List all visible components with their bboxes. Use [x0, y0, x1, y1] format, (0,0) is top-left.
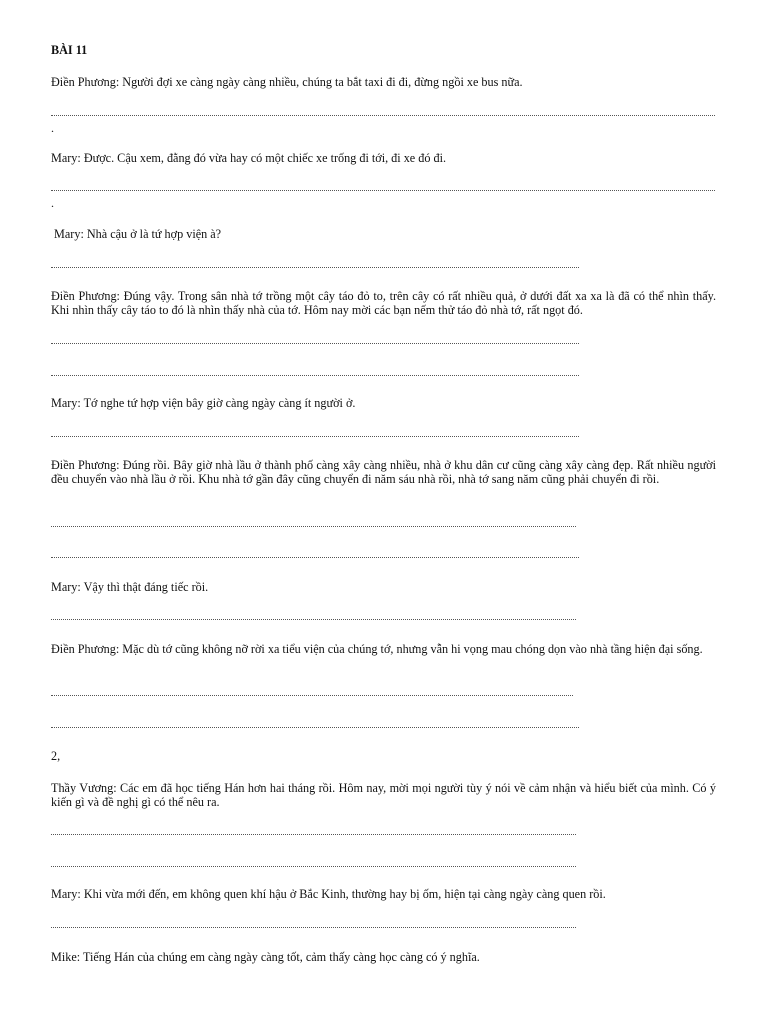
- answer-line-end: .: [51, 196, 54, 210]
- answer-line[interactable]: [51, 436, 579, 438]
- dialogue-line: Điền Phương: Mặc dù tớ cũng không nỡ rời xa tiểu viện của chúng tớ, nhưng vẫn hi vọng mau chóng dọn vào nhà tầng hiện đại sống.: [51, 642, 703, 656]
- answer-line[interactable]: [51, 557, 579, 559]
- dialogue-line: Mike: Tiếng Hán của chúng em càng ngày càng tốt, cảm thấy càng học càng có ý nghĩa.: [51, 950, 480, 964]
- dialogue-line: Mary: Nhà cậu ở là tứ hợp viện à?: [51, 227, 222, 241]
- dialogue-line: Điền Phương: Người đợi xe càng ngày càng nhiều, chúng ta bắt taxi đi đi, đừng ngồi xe bus nữa.: [51, 75, 523, 89]
- answer-line-end: .: [51, 121, 54, 135]
- dialogue-line: Điền Phương: Đúng rồi. Bây giờ nhà lầu ở thành phố càng xây càng nhiều, nhà ở khu dân cư cũng càng xây càng đẹp. Rất nhiều người đều chuyển vào nhà lầu ở rồi. Khu nhà tớ gần đây cũng chuyển đi năm sáu nhà rồi, nhà tớ sang năm cũng phải chuyển đi rồi.: [51, 458, 716, 486]
- answer-line[interactable]: [51, 267, 579, 269]
- dialogue-line: Mary: Được. Cậu xem, đằng đó vừa hay có một chiếc xe trống đi tới, đi xe đó đi.: [51, 151, 447, 165]
- dialogue-line: Điền Phương: Đúng vậy. Trong sân nhà tớ trồng một cây táo đỏ to, trên cây có rất nhiều quả, ở dưới đất xa xa là đã có thể nhìn thấy. Khi nhìn thấy cây táo to đó là nhìn thấy nhà của tớ. Hôm nay mời các bạn nếm thử táo đỏ nhà tớ, rất ngọt đó.: [51, 289, 716, 317]
- answer-line[interactable]: [51, 834, 576, 836]
- answer-line[interactable]: [51, 115, 715, 117]
- answer-line[interactable]: [51, 526, 576, 528]
- answer-line[interactable]: [51, 695, 573, 697]
- dialogue-line: Mary: Khi vừa mới đến, em không quen khí hậu ở Bắc Kinh, thường hay bị ốm, hiện tại càng ngày càng quen rồi.: [51, 887, 606, 901]
- answer-line[interactable]: [51, 927, 576, 929]
- answer-line[interactable]: [51, 727, 579, 729]
- answer-line[interactable]: [51, 190, 715, 192]
- dialogue-line: Mary: Vậy thì thật đáng tiếc rồi.: [51, 580, 209, 594]
- dialogue-line: Thầy Vương: Các em đã học tiếng Hán hơn hai tháng rồi. Hôm nay, mời mọi người tùy ý nói về cảm nhận và hiểu biết của mình. Có ý kiến gì và đề nghị gì có thể nêu ra.: [51, 781, 716, 809]
- dialogue-line: Mary: Tớ nghe tứ hợp viện bây giờ càng ngày càng ít người ở.: [51, 396, 356, 410]
- answer-line[interactable]: [51, 375, 579, 377]
- answer-line[interactable]: [51, 866, 576, 868]
- answer-line[interactable]: [51, 343, 579, 345]
- answer-line[interactable]: [51, 619, 576, 621]
- section-number: 2,: [51, 749, 61, 763]
- page-title: BÀI 11: [51, 43, 88, 57]
